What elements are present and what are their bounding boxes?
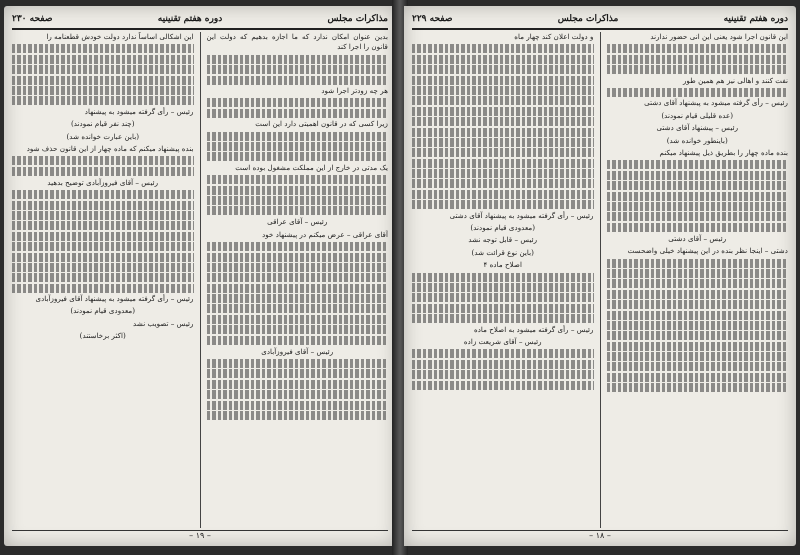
- text-line: [12, 242, 194, 251]
- text-line: [607, 88, 789, 97]
- text-line: [412, 55, 594, 64]
- text-line: [207, 186, 389, 195]
- stage-direction: (اکثر برخاستند): [79, 331, 126, 341]
- text-line: [207, 336, 389, 345]
- text-line: [607, 55, 789, 64]
- text-line: [607, 290, 789, 299]
- paragraph: این اشکالی اساساً ندارد دولت خودش قطعنامه را: [46, 32, 194, 41]
- text-line: [12, 65, 194, 74]
- speaker-line: رئیس – قابل توجه نشد: [468, 235, 538, 245]
- text-line: [12, 190, 194, 199]
- text-line: [12, 221, 194, 230]
- text-line: [207, 175, 389, 184]
- text-line: [12, 167, 194, 176]
- text-line: [412, 44, 594, 53]
- paragraph: رئیس – رأی گرفته میشود به پیشنهاد: [84, 106, 194, 116]
- text-line: [12, 273, 194, 282]
- text-line: [207, 380, 389, 389]
- column-divider: [200, 32, 201, 528]
- text-line: [412, 273, 594, 282]
- paragraph: دشتی – اینجا نظر بنده در این پیشنهاد خیلی واضحست: [627, 246, 788, 256]
- text-line: [412, 169, 594, 178]
- paragraph: و دولت اعلان کند چهار ماه: [514, 32, 594, 41]
- text-line: [607, 373, 789, 382]
- right-page-columns: [412, 32, 788, 528]
- left-page: [4, 6, 396, 546]
- text-line: [607, 279, 789, 288]
- speaker-line: رئیس – آقای فیروزآبادی توضیح بدهید: [47, 177, 159, 187]
- text-line: [12, 76, 194, 85]
- text-line: [207, 411, 389, 420]
- right-header-center: مذاکرات مجلس: [557, 14, 619, 24]
- text-line: [607, 311, 789, 320]
- text-line: [207, 242, 389, 251]
- text-line: [412, 86, 594, 95]
- text-line: [207, 284, 389, 293]
- text-line: [607, 181, 789, 190]
- text-line: [412, 179, 594, 188]
- paragraph: یک مدتی در خارج از این مملکت مشغول بوده است: [235, 162, 388, 172]
- text-line: [412, 293, 594, 302]
- text-line: [207, 132, 389, 141]
- text-line: [607, 44, 789, 53]
- text-line: [607, 321, 789, 330]
- text-line: [12, 211, 194, 220]
- left-page-footer: – ۱۹ –: [12, 530, 388, 543]
- text-line: [207, 273, 389, 282]
- text-line: [412, 107, 594, 116]
- text-line: [207, 315, 389, 324]
- text-line: [412, 304, 594, 313]
- text-line: [412, 360, 594, 369]
- speaker-line: رئیس – آقای دشتی: [668, 233, 727, 243]
- paragraph: رئیس – رأی گرفته میشود به اصلاح ماده: [473, 324, 594, 334]
- speaker-line: رئیس – آقای عراقی: [267, 217, 328, 227]
- text-line: [207, 196, 389, 205]
- paragraph: بنده ماده چهار را بطریق ذیل پیشنهاد میکنم: [659, 148, 788, 157]
- text-line: [12, 284, 194, 293]
- text-line: [12, 232, 194, 241]
- text-line: [412, 117, 594, 126]
- left-col-right: [207, 32, 389, 528]
- text-line: [412, 190, 594, 199]
- stage-direction: (چند نفر قیام نمودند): [70, 119, 135, 129]
- text-line: [412, 314, 594, 323]
- text-line: [207, 325, 389, 334]
- stage-direction: (معدودی قیام نمودند): [470, 223, 536, 233]
- left-col-left: [12, 32, 194, 528]
- right-page-header: [412, 10, 788, 30]
- text-line: [12, 55, 194, 64]
- right-page-footer: – ۱۸ –: [412, 530, 788, 543]
- paragraph: نفت کنند و اهالی نیز هم همین طور: [682, 75, 788, 85]
- text-line: [607, 300, 789, 309]
- text-line: [12, 253, 194, 262]
- text-line: [412, 76, 594, 85]
- text-line: [412, 381, 594, 390]
- right-header-right: دوره هفتم تقنینیه: [723, 14, 788, 24]
- text-line: [607, 383, 789, 392]
- text-line: [207, 263, 389, 272]
- paragraph: رئیس – تصویب نشد: [133, 318, 194, 328]
- paragraph: زیرا کسی که در قانون اهمیتی دارد این است: [255, 119, 388, 129]
- text-line: [207, 369, 389, 378]
- left-header-right: مذاکرات مجلس: [327, 14, 388, 24]
- stage-direction: (باین نوع قرائت شد): [471, 247, 534, 257]
- text-line: [12, 263, 194, 272]
- left-header-center: دوره هفتم تقنینیه: [157, 14, 223, 24]
- left-header-left: صفحه ۲۳۰: [12, 14, 53, 24]
- text-line: [207, 294, 389, 303]
- text-line: [607, 65, 789, 74]
- paragraph: رئیس – رأی گرفته میشود به پیشنهاد آقای فیروزآبادی: [35, 294, 194, 304]
- text-line: [412, 200, 594, 209]
- text-line: [207, 109, 389, 118]
- text-line: [12, 201, 194, 210]
- text-line: [412, 148, 594, 157]
- text-line: [207, 152, 389, 161]
- paragraph: رئیس – رأی گرفته میشود به پیشنهاد آقای دشتی: [644, 98, 788, 108]
- right-header-left: صفحه ۲۲۹: [412, 14, 453, 24]
- speaker-line: رئیس – پیشنهاد آقای دشتی: [656, 123, 739, 133]
- left-page-columns: [12, 32, 388, 528]
- text-line: [607, 160, 789, 169]
- text-line: [207, 401, 389, 410]
- text-line: [607, 202, 789, 211]
- text-line: [207, 142, 389, 151]
- text-line: [607, 352, 789, 361]
- text-line: [607, 362, 789, 371]
- text-line: [412, 96, 594, 105]
- text-line: [412, 138, 594, 147]
- text-line: [607, 212, 789, 221]
- text-line: [607, 192, 789, 201]
- text-line: [412, 283, 594, 292]
- text-line: [207, 359, 389, 368]
- text-line: [12, 96, 194, 105]
- text-line: [607, 342, 789, 351]
- text-line: [207, 390, 389, 399]
- text-line: [207, 253, 389, 262]
- paragraph: این قانون اجرا شود یعنی این انی حضور ندارند: [650, 32, 788, 41]
- text-line: [207, 206, 389, 215]
- text-line: [412, 349, 594, 358]
- right-page: [404, 6, 796, 546]
- text-line: [607, 269, 789, 278]
- paragraph: آقای عراقی – عرض میکنم در پیشنهاد خود: [262, 229, 388, 239]
- text-line: [607, 171, 789, 180]
- text-line: [207, 304, 389, 313]
- speaker-line: رئیس – آقای شریعت زاده: [463, 337, 542, 347]
- text-line: [412, 128, 594, 137]
- text-line: [412, 159, 594, 168]
- section-heading: اصلاح ماده ۴: [483, 260, 522, 270]
- paragraph: بنده پیشنهاد میکنم که ماده چهار از این قانون حذف شود: [26, 143, 194, 153]
- left-page-header: [12, 10, 388, 30]
- stage-direction: (عده قلیلی قیام نمودند): [661, 110, 734, 120]
- right-col-left: [412, 32, 594, 528]
- right-col-right: [607, 32, 789, 528]
- paragraph: هر چه زودتر اجرا شود: [321, 85, 388, 95]
- text-line: [607, 223, 789, 232]
- paragraph: رئیس – رأی گرفته میشود به پیشنهاد آقای دشتی: [449, 210, 594, 220]
- stage-direction: (باینطور خوانده شد): [666, 135, 728, 145]
- text-line: [12, 156, 194, 165]
- stage-direction: (معدودی قیام نمودند): [70, 306, 136, 316]
- text-line: [12, 86, 194, 95]
- text-line: [207, 76, 389, 85]
- speaker-line: رئیس – آقای فیروزآبادی: [261, 346, 334, 356]
- text-line: [207, 55, 389, 64]
- text-line: [607, 331, 789, 340]
- text-line: [412, 65, 594, 74]
- text-line: [607, 259, 789, 268]
- text-line: [207, 98, 389, 107]
- text-line: [412, 370, 594, 379]
- stage-direction: (باین عبارت خوانده شد): [66, 131, 139, 141]
- text-line: [207, 65, 389, 74]
- text-line: [12, 44, 194, 53]
- column-divider: [600, 32, 601, 528]
- paragraph: بدین عنوان امکان ندارد که ما اجازه بدهیم که دولت این قانون را اجرا کند: [206, 32, 388, 52]
